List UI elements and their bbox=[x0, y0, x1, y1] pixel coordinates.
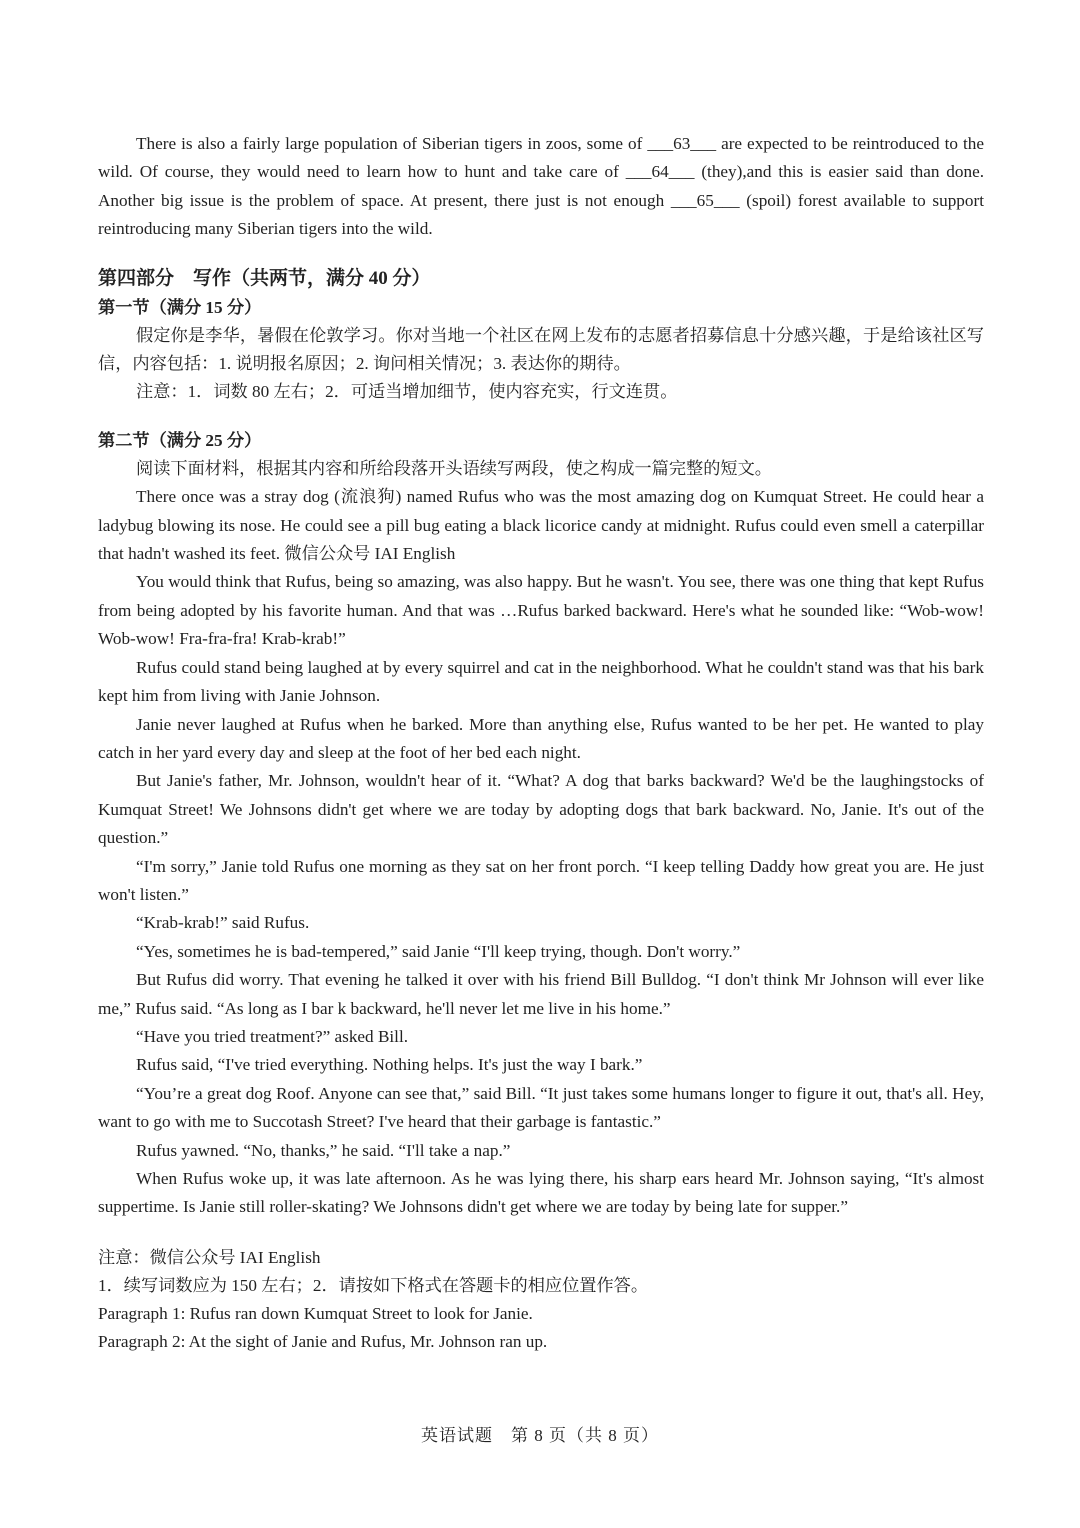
cloze-text-1: There is also a fairly large population of Siberian tigers in zoos, some of bbox=[136, 134, 648, 153]
story-paragraph: Janie never laughed at Rufus when he barked. More than anything else, Rufus wanted to be her pet. He wanted to play catch in her yard every day and sleep at the foot of her bed each night. bbox=[98, 714, 984, 762]
part4-heading: 第四部分 写作（共两节，满分 40 分） bbox=[98, 267, 431, 289]
section1-heading: 第一节（满分 15 分） bbox=[98, 297, 262, 317]
cloze-paragraph bbox=[98, 130, 984, 244]
story-paragraph: Rufus could stand being laughed at by every squirrel and cat in the neighborhood. What he couldn't stand was that his bark kept him from living with Janie Johnson. bbox=[98, 657, 984, 706]
cloze-text-3: (they),and this is easier said than done. Another big issue is the problem of space. At present, there just is not enough bbox=[98, 162, 984, 210]
section1-prompt: 假定你是李华，暑假在伦敦学习。你对当地一个社区在网上发布的志愿者招募信息十分感兴趣，于是给该社区写信，内容包括：1. 说明报名原因；2. 询问相关情况；3. 表达你的期待。 bbox=[98, 325, 984, 374]
story-paragraph: “Have you tried treatment?” asked Bill. bbox=[136, 1026, 409, 1046]
page-footer: 英语试题 第 8 页（共 8 页） bbox=[421, 1426, 659, 1445]
exam-page bbox=[98, 130, 984, 1356]
story-paragraph: But Rufus did worry. That evening he talked it over with his friend Bill Bulldog. “I don't think Mr Johnson will ever like me,” Rufus said. “As long as I bar k backward, he'll never let me live in his home.” bbox=[98, 970, 984, 1018]
paragraph1-opening: Paragraph 1: Rufus ran down Kumquat Street to look for Janie. bbox=[98, 1303, 533, 1323]
story-paragraph: Rufus said, “I've tried everything. Nothing helps. It's just the way I bark.” bbox=[136, 1055, 643, 1075]
story-paragraph: Rufus yawned. “No, thanks,” he said. “I'll take a nap.” bbox=[136, 1140, 511, 1160]
story-paragraph: There once was a stray dog (流浪狗) named Rufus who was the most amazing dog on Kumquat Street. He could hear a ladybug blowing its nose. He could see a pill bug eating a black licorice candy at midnight. Rufus could even smell a caterpillar that hadn't washed its feet. 微信公众号 IAI English bbox=[98, 487, 984, 564]
story-paragraph: “I'm sorry,” Janie told Rufus one morning as they sat on her front porch. “I keep telling Daddy how great you are. He just won't listen.” bbox=[98, 856, 984, 904]
section1-note: 注意：1．词数 80 左右；2．可适当增加细节，使内容充实，行文连贯。 bbox=[136, 382, 678, 402]
story-paragraph: You would think that Rufus, being so amazing, was also happy. But he wasn't. You see, there was one thing that kept Rufus from being adopted by his favorite human. And that was …Rufus barked backward. Here's what he sounded like: “Wob-wow! Wob-wow! Fra-fra-fra! Krab-krab!” bbox=[98, 572, 984, 649]
paragraph2-opening: Paragraph 2: At the sight of Janie and Rufus, Mr. Johnson ran up. bbox=[98, 1331, 548, 1351]
cloze-blank-63: ___63___ bbox=[647, 134, 717, 153]
section2-requirements: 1．续写词数应为 150 左右；2．请按如下格式在答题卡的相应位置作答。 bbox=[98, 1275, 649, 1295]
cloze-text-2: are expected to be reintroduced to the wild. Of course, they would need to learn how to hunt and take care of bbox=[98, 134, 984, 182]
section2-heading: 第二节（满分 25 分） bbox=[98, 430, 262, 450]
story-paragraph: But Janie's father, Mr. Johnson, wouldn't hear of it. “What? A dog that barks backward? We'd be the laughingstocks of Kumquat Street! We Johnsons didn't get where we are today by adopting dogs that bark backward. No, Janie. It's out of the question.” bbox=[98, 771, 984, 848]
cloze-text-4: (spoil) forest available to support reintroducing many Siberian tigers into the wild. bbox=[98, 190, 984, 239]
story-paragraph: “Krab-krab!” said Rufus. bbox=[136, 913, 310, 933]
story-paragraph: When Rufus woke up, it was late afternoon. As he was lying there, his sharp ears heard Mr. Johnson saying, “It's almost suppertime. Is Janie still roller-skating? We Johnsons didn't get where we are today by being late for supper.” bbox=[98, 1169, 984, 1217]
story-paragraph: “Yes, sometimes he is bad-tempered,” said Janie “I'll keep trying, though. Don't worry.” bbox=[136, 941, 741, 961]
section2-note-label: 注意：微信公众号 IAI English bbox=[98, 1247, 321, 1267]
cloze-blank-65: ___65___ bbox=[670, 190, 740, 210]
section2-instruction: 阅读下面材料，根据其内容和所给段落开头语续写两段，使之构成一篇完整的短文。 bbox=[136, 458, 772, 478]
cloze-blank-64: ___64___ bbox=[625, 162, 695, 182]
story-paragraph: “You’re a great dog Roof. Anyone can see that,” said Bill. “It just takes some humans longer to figure it out, that's all. Hey, want to go with me to Succotash Street? I've heard that their garbage is fantastic.” bbox=[98, 1083, 984, 1132]
